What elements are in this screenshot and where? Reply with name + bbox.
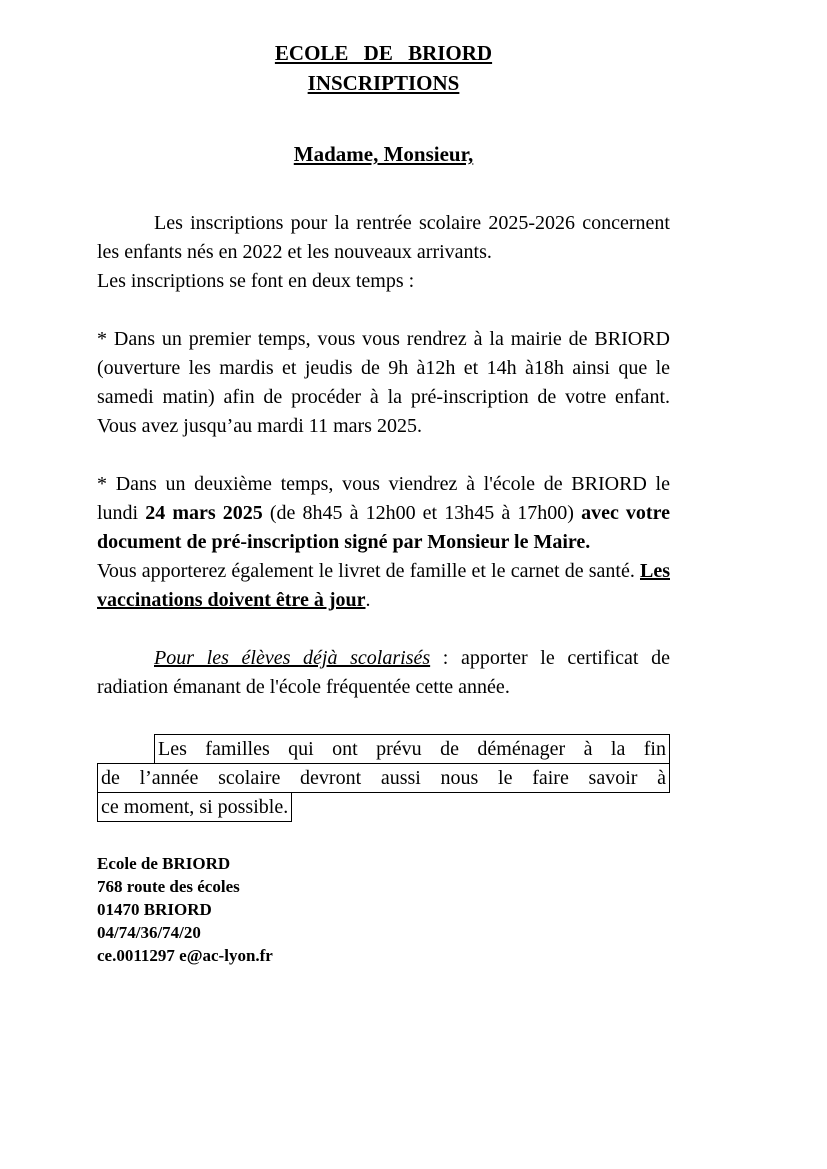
school-phone: 04/74/36/74/20 (97, 923, 201, 942)
documents-paragraph (97, 557, 670, 615)
school-contact-block (97, 852, 670, 967)
moving-families-note (97, 734, 670, 822)
already-enrolled-italic-run: Pour les élèves déjà scolarisés (154, 647, 431, 669)
already-enrolled-paragraph (97, 644, 670, 702)
intro-two-steps-line: Les inscriptions se font en deux temps : (97, 270, 415, 292)
school-name: Ecole de BRIORD (97, 854, 231, 873)
salutation-text: Madame, Monsieur, (293, 142, 474, 166)
documents-period-run: . (365, 589, 371, 611)
preinscription-bold-run: avec votre document de pré-inscription signé par Monsieur le Maire. (97, 502, 670, 553)
school-city: 01470 BRIORD (97, 900, 212, 919)
document-title (97, 38, 670, 98)
school-street: 768 route des écoles (97, 877, 240, 896)
title-line-school: ECOLE DE BRIORD (274, 41, 493, 65)
salutation-line (97, 141, 670, 167)
visit-hours-run: (de 8h45 à 12h00 et 13h45 à 17h00) (262, 502, 582, 524)
visit-date-bold-run: 24 mars 2025 (145, 502, 263, 524)
moving-note-line-2: de l’année scolaire devront aussi nous le faire savoir à (97, 763, 670, 793)
already-enrolled-text-run: : apporter le certificat de radiation émanant de l'école fréquentée cette année. (97, 647, 670, 698)
documents-text-run: Vous apporterez également le livret de famille et le carnet de santé. (97, 560, 640, 582)
intro-paragraph: Les inscriptions pour la rentrée scolaire 2025-2026 concernent les enfants nés en 2022 et les nouveaux arrivants. (97, 212, 670, 263)
moving-note-line-3: ce moment, si possible. (97, 792, 292, 822)
school-email: ce.0011297 e@ac-lyon.fr (97, 946, 273, 965)
title-line-inscriptions: INSCRIPTIONS (307, 71, 460, 95)
moving-note-line-1: Les familles qui ont prévu de déménager à la fin (154, 734, 670, 764)
second-step-text-run: * Dans un deuxième temps, vous viendrez à l'école de BRIORD le lundi (97, 473, 670, 524)
first-step-paragraph: * Dans un premier temps, vous vous rendrez à la mairie de BRIORD (ouverture les mardis et jeudis de 9h à12h et 14h à18h ainsi que le samedi matin) afin de procéder à la pré-inscription de votre enfant. Vous avez jusqu’au mardi 11 mars 2025. (97, 328, 670, 437)
vaccinations-bold-underline-run: Les vaccinations doivent être à jour (97, 560, 670, 611)
second-step-paragraph (97, 470, 670, 557)
